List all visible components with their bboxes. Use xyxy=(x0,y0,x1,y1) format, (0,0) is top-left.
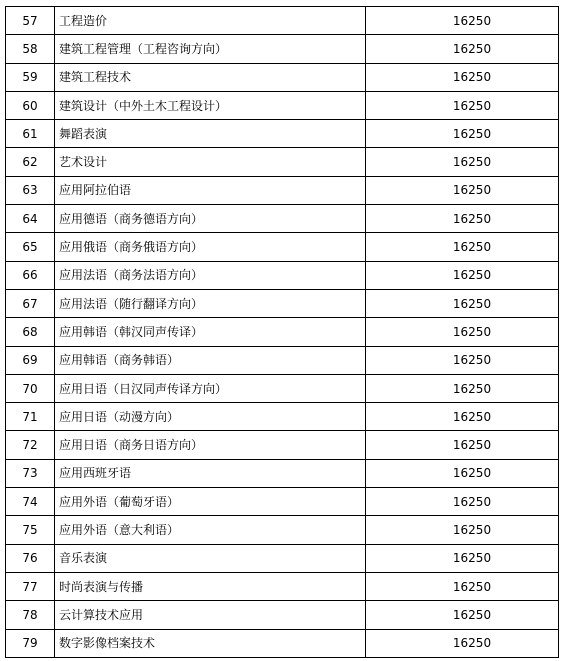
row-number-cell: 70 xyxy=(6,374,55,402)
major-name-cell: 应用西班牙语 xyxy=(55,459,366,487)
table-row xyxy=(6,431,559,459)
major-name-cell: 应用阿拉伯语 xyxy=(55,176,366,204)
tuition-fee-cell: 16250 xyxy=(366,544,559,572)
tuition-fee-cell: 16250 xyxy=(366,148,559,176)
tuition-fee-cell: 16250 xyxy=(366,318,559,346)
tuition-fee-cell: 16250 xyxy=(366,629,559,657)
row-number-cell: 68 xyxy=(6,318,55,346)
major-name-cell: 舞蹈表演 xyxy=(55,120,366,148)
table-row xyxy=(6,261,559,289)
table-row xyxy=(6,346,559,374)
tuition-fee-cell: 16250 xyxy=(366,176,559,204)
row-number-cell: 60 xyxy=(6,91,55,119)
major-name-cell: 工程造价 xyxy=(55,7,366,35)
row-number-cell: 73 xyxy=(6,459,55,487)
row-number-cell: 71 xyxy=(6,403,55,431)
tuition-fee-cell: 16250 xyxy=(366,91,559,119)
major-name-cell: 应用韩语（韩汉同声传译） xyxy=(55,318,366,346)
fee-table-body xyxy=(6,7,559,658)
table-row xyxy=(6,374,559,402)
table-row xyxy=(6,516,559,544)
major-name-cell: 时尚表演与传播 xyxy=(55,572,366,600)
major-name-cell: 艺术设计 xyxy=(55,148,366,176)
major-name-cell: 云计算技术应用 xyxy=(55,601,366,629)
tuition-fee-cell: 16250 xyxy=(366,431,559,459)
tuition-fee-cell: 16250 xyxy=(366,346,559,374)
major-name-cell: 建筑设计（中外土木工程设计） xyxy=(55,91,366,119)
tuition-fee-cell: 16250 xyxy=(366,289,559,317)
tuition-fee-cell: 16250 xyxy=(366,63,559,91)
major-name-cell: 应用外语（葡萄牙语） xyxy=(55,488,366,516)
row-number-cell: 79 xyxy=(6,629,55,657)
tuition-fee-cell: 16250 xyxy=(366,601,559,629)
tuition-fee-cell: 16250 xyxy=(366,205,559,233)
table-row xyxy=(6,403,559,431)
tuition-fee-cell: 16250 xyxy=(366,572,559,600)
row-number-cell: 62 xyxy=(6,148,55,176)
row-number-cell: 57 xyxy=(6,7,55,35)
table-row xyxy=(6,205,559,233)
table-row xyxy=(6,63,559,91)
major-name-cell: 应用德语（商务德语方向） xyxy=(55,205,366,233)
major-name-cell: 应用俄语（商务俄语方向） xyxy=(55,233,366,261)
table-row xyxy=(6,629,559,657)
tuition-fee-cell: 16250 xyxy=(366,403,559,431)
row-number-cell: 75 xyxy=(6,516,55,544)
table-row xyxy=(6,120,559,148)
row-number-cell: 61 xyxy=(6,120,55,148)
table-row xyxy=(6,176,559,204)
major-name-cell: 音乐表演 xyxy=(55,544,366,572)
table-row xyxy=(6,289,559,317)
major-name-cell: 应用韩语（商务韩语） xyxy=(55,346,366,374)
table-row xyxy=(6,91,559,119)
tuition-fee-cell: 16250 xyxy=(366,233,559,261)
fee-table xyxy=(5,6,559,658)
major-name-cell: 建筑工程技术 xyxy=(55,63,366,91)
table-row xyxy=(6,601,559,629)
table-row xyxy=(6,318,559,346)
row-number-cell: 65 xyxy=(6,233,55,261)
major-name-cell: 应用日语（商务日语方向） xyxy=(55,431,366,459)
table-row xyxy=(6,488,559,516)
tuition-fee-cell: 16250 xyxy=(366,488,559,516)
tuition-fee-cell: 16250 xyxy=(366,459,559,487)
tuition-fee-cell: 16250 xyxy=(366,7,559,35)
table-row xyxy=(6,459,559,487)
tuition-fee-cell: 16250 xyxy=(366,261,559,289)
table-row xyxy=(6,7,559,35)
row-number-cell: 76 xyxy=(6,544,55,572)
row-number-cell: 69 xyxy=(6,346,55,374)
major-name-cell: 应用日语（日汉同声传译方向） xyxy=(55,374,366,402)
tuition-fee-cell: 16250 xyxy=(366,35,559,63)
major-name-cell: 应用法语（商务法语方向） xyxy=(55,261,366,289)
row-number-cell: 72 xyxy=(6,431,55,459)
major-name-cell: 应用日语（动漫方向） xyxy=(55,403,366,431)
row-number-cell: 58 xyxy=(6,35,55,63)
row-number-cell: 64 xyxy=(6,205,55,233)
row-number-cell: 59 xyxy=(6,63,55,91)
table-row xyxy=(6,544,559,572)
row-number-cell: 74 xyxy=(6,488,55,516)
row-number-cell: 63 xyxy=(6,176,55,204)
major-name-cell: 建筑工程管理（工程咨询方向） xyxy=(55,35,366,63)
row-number-cell: 77 xyxy=(6,572,55,600)
row-number-cell: 66 xyxy=(6,261,55,289)
major-name-cell: 应用外语（意大利语） xyxy=(55,516,366,544)
table-row xyxy=(6,233,559,261)
major-name-cell: 应用法语（随行翻译方向） xyxy=(55,289,366,317)
major-name-cell: 数字影像档案技术 xyxy=(55,629,366,657)
tuition-fee-cell: 16250 xyxy=(366,516,559,544)
table-row xyxy=(6,35,559,63)
table-row xyxy=(6,572,559,600)
row-number-cell: 67 xyxy=(6,289,55,317)
tuition-fee-cell: 16250 xyxy=(366,120,559,148)
table-row xyxy=(6,148,559,176)
row-number-cell: 78 xyxy=(6,601,55,629)
tuition-fee-cell: 16250 xyxy=(366,374,559,402)
